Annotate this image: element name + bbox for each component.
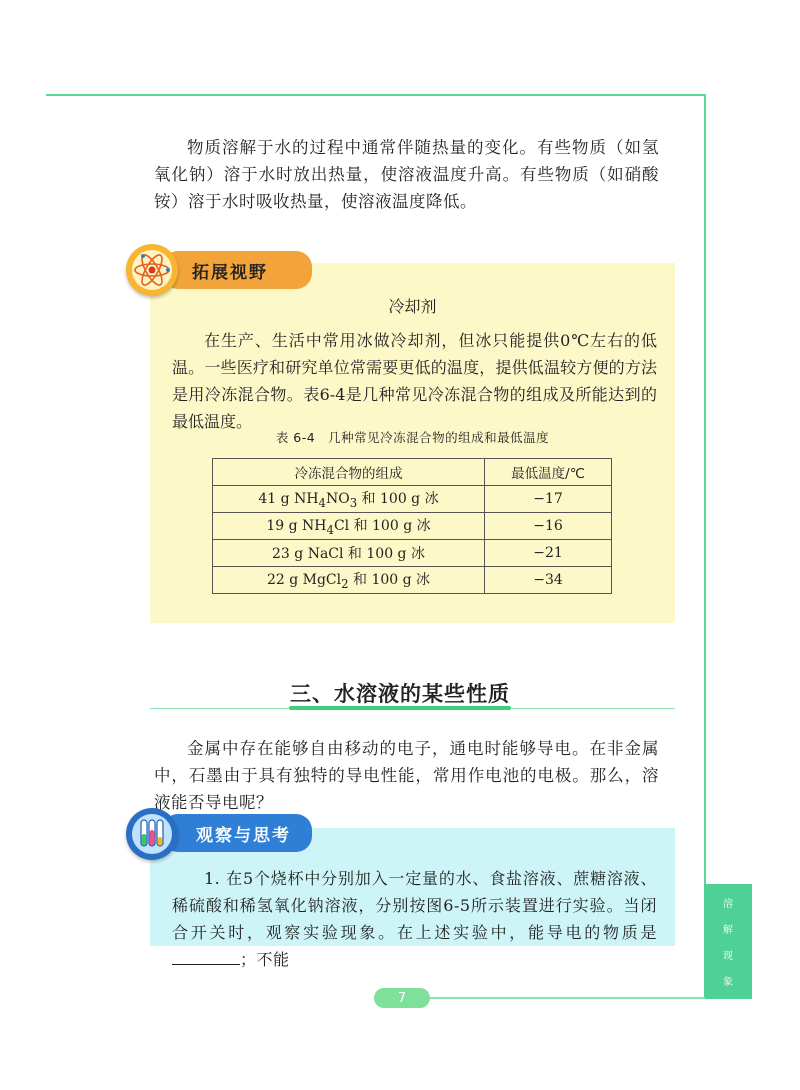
page-frame-top [46, 94, 706, 96]
atom-icon [126, 244, 178, 296]
chapter-side-tab [704, 884, 752, 999]
temperature-cell: −16 [485, 513, 612, 540]
table-row [213, 540, 612, 567]
side-tab-char: 溶 [723, 899, 733, 910]
test-tubes-icon [126, 808, 178, 860]
observe-badge-tab [162, 814, 312, 852]
table-header-cell: 冷冻混合物的组成 [213, 459, 485, 486]
section-underline [289, 706, 511, 710]
answer-blank[interactable] [172, 948, 240, 965]
table-header-cell: 最低温度/℃ [485, 459, 612, 486]
composition-cell: 41 g $NH_4NO_3$ 和 100 g 冰 [213, 486, 485, 513]
composition-cell: 19 g $NH_4Cl$ 和 100 g 冰 [213, 513, 485, 540]
page-number: 7 [374, 988, 430, 1008]
observe-badge-label: 观察与思考 [196, 825, 291, 846]
temperature-cell: −17 [485, 486, 612, 513]
extension-title: 冷却剂 [388, 297, 437, 316]
side-tab-char: 象 [723, 977, 733, 988]
section-paragraph: 金属中存在能够自由移动的电子，通电时能够导电。在非金属中，石墨由于具有独特的导电性能，常用作电池的电极。那么，溶液能否导电呢？ [154, 739, 659, 812]
extension-badge-label: 拓展视野 [192, 262, 268, 283]
freezing-mixture-table [212, 458, 612, 594]
table-row [213, 486, 612, 513]
side-tab-char: 现 [723, 951, 733, 962]
section-heading: 三、水溶液的某些性质 [290, 682, 510, 706]
intro-paragraph: 物质溶解于水的过程中通常伴随热量的变化。有些物质（如氢氧化钠）溶于水时放出热量，使溶液温度升高。有些物质（如硝酸铵）溶于水时吸收热量，使溶液温度降低。 [154, 138, 659, 211]
side-tab-char: 解 [723, 925, 733, 936]
temperature-cell: −34 [485, 567, 612, 594]
extension-paragraph: 在生产、生活中常用冰做冷却剂，但冰只能提供0℃左右的低温。一些医疗和研究单位常需要更低的温度，提供低温较方便的方法是用冷冻混合物。表6-4是几种常见冷冻混合物的组成及所能达到的最低温度。 [172, 331, 657, 431]
page-frame-right [704, 94, 706, 994]
table-header-row [213, 459, 612, 486]
table-caption: 表 6-4 几种常见冷冻混合物的组成和最低温度 [275, 430, 550, 445]
table-row [213, 567, 612, 594]
temperature-cell: −21 [485, 540, 612, 567]
composition-cell: 23 g NaCl 和 100 g 冰 [213, 540, 485, 567]
extension-badge-tab [162, 251, 312, 289]
page-number-rule [430, 997, 705, 999]
table-row [213, 513, 612, 540]
observe-paragraph: 1. 在5个烧杯中分别加入一定量的水、食盐溶液、蔗糖溶液、稀硫酸和稀氢氧化钠溶液，分别按图6-5所示装置进行实验。当闭合开关时，观察实验现象。在上述实验中，能导电的物质是；不能 [172, 869, 657, 969]
composition-cell: 22 g MgCl$_2$ 和 100 g 冰 [213, 567, 485, 594]
